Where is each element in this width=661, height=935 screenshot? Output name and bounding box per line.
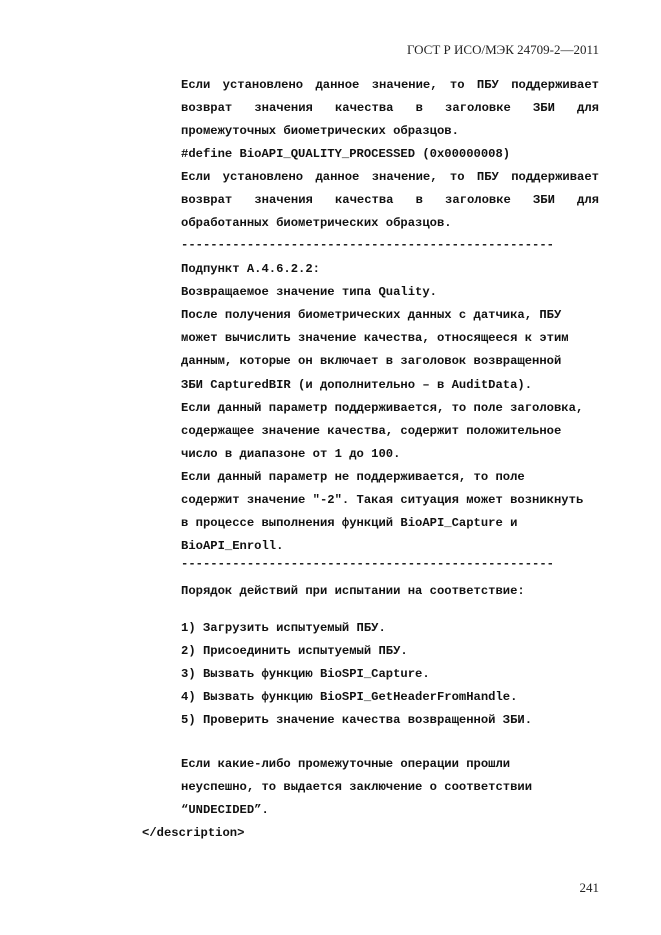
text-line-17: Если данный параметр не поддерживается, то поле — [181, 470, 525, 484]
word: ЗБИ — [532, 193, 555, 207]
word: значение, — [371, 78, 438, 92]
text-line-14: Если данный параметр поддерживается, то поле заголовка, — [181, 401, 584, 415]
standard-header: ГОСТ Р ИСО/МЭК 24709-2—2011 — [406, 42, 599, 57]
justified-row — [181, 193, 599, 207]
text-line-1 — [181, 78, 599, 92]
word: данное — [315, 170, 360, 184]
word: возврат — [181, 193, 233, 207]
text-line-15: содержащее значение качества, содержит положительное — [181, 424, 562, 438]
word: в — [415, 193, 423, 207]
text-line-24: “UNDECIDED”. — [181, 803, 269, 817]
page-number: 241 — [579, 880, 599, 895]
text-line-9: Возвращаемое значение типа Quality. — [181, 285, 437, 299]
word: возврат — [181, 101, 233, 115]
justified-row — [181, 78, 599, 92]
step-5: 5) Проверить значение качества возвращенной ЗБИ. — [181, 713, 533, 727]
word: установлено — [222, 170, 304, 184]
word: установлено — [222, 78, 304, 92]
separator-1: --------------------------------------------------- — [181, 238, 554, 252]
word: то — [449, 170, 465, 184]
word: значения — [254, 101, 313, 115]
text-line-12: данным, которые он включает в заголовок возвращенной — [181, 354, 562, 368]
text-line-7: обработанных биометрических образцов. — [181, 216, 452, 230]
text-line-23: неуспешно, то выдается заключение о соответствии — [181, 780, 533, 794]
define-line: #define BioAPI_QUALITY_PROCESSED (0x00000008) — [181, 147, 511, 161]
text-line-2 — [181, 101, 599, 115]
word: ПБУ — [476, 170, 499, 184]
justified-row — [181, 101, 599, 115]
text-line-20: BioAPI_Enroll. — [181, 539, 284, 553]
word: данное — [315, 78, 360, 92]
justified-row — [181, 170, 599, 184]
word: заголовке — [445, 101, 511, 115]
word: поддерживает — [511, 170, 599, 184]
separator-2: --------------------------------------------------- — [181, 557, 554, 571]
step-3: 3) Вызвать функцию BioSPI_Capture. — [181, 667, 430, 681]
text-line-18: содержит значение "-2". Такая ситуация может возникнуть — [181, 493, 584, 507]
word: то — [449, 78, 465, 92]
step-2: 2) Присоединить испытуемый ПБУ. — [181, 644, 408, 658]
text-line-11: может вычислить значение качества, относящееся к этим — [181, 331, 569, 345]
text-line-10: После получения биометрических данных с датчика, ПБУ — [181, 308, 562, 322]
word: значение, — [371, 170, 438, 184]
word: Если — [181, 170, 211, 184]
word: качества — [334, 101, 394, 115]
word: значения — [254, 193, 313, 207]
word: Если — [181, 78, 211, 92]
text-line-16: число в диапазоне от 1 до 100. — [181, 447, 401, 461]
text-line-13: ЗБИ CapturedBIR (и дополнительно – в AuditData). — [181, 378, 533, 392]
text-line-22: Если какие-либо промежуточные операции прошли — [181, 757, 511, 771]
word: в — [415, 101, 423, 115]
text-line-3: промежуточных биометрических образцов. — [181, 124, 459, 138]
step-1: 1) Загрузить испытуемый ПБУ. — [181, 621, 386, 635]
word: ПБУ — [476, 78, 499, 92]
word: поддерживает — [511, 78, 599, 92]
test-procedure-title: Порядок действий при испытании на соответствие: — [181, 584, 525, 598]
word: ЗБИ — [532, 101, 555, 115]
word: качества — [334, 193, 394, 207]
step-4: 4) Вызвать функцию BioSPI_GetHeaderFromHandle. — [181, 690, 518, 704]
text-line-6 — [181, 193, 599, 207]
closing-tag: </description> — [142, 826, 245, 840]
text-line-5 — [181, 170, 599, 184]
text-line-19: в процессе выполнения функций BioAPI_Capture и — [181, 516, 518, 530]
word: заголовке — [445, 193, 511, 207]
subclause-title: Подпункт А.4.6.2.2: — [181, 262, 320, 276]
word: для — [577, 193, 599, 207]
word: для — [577, 101, 599, 115]
